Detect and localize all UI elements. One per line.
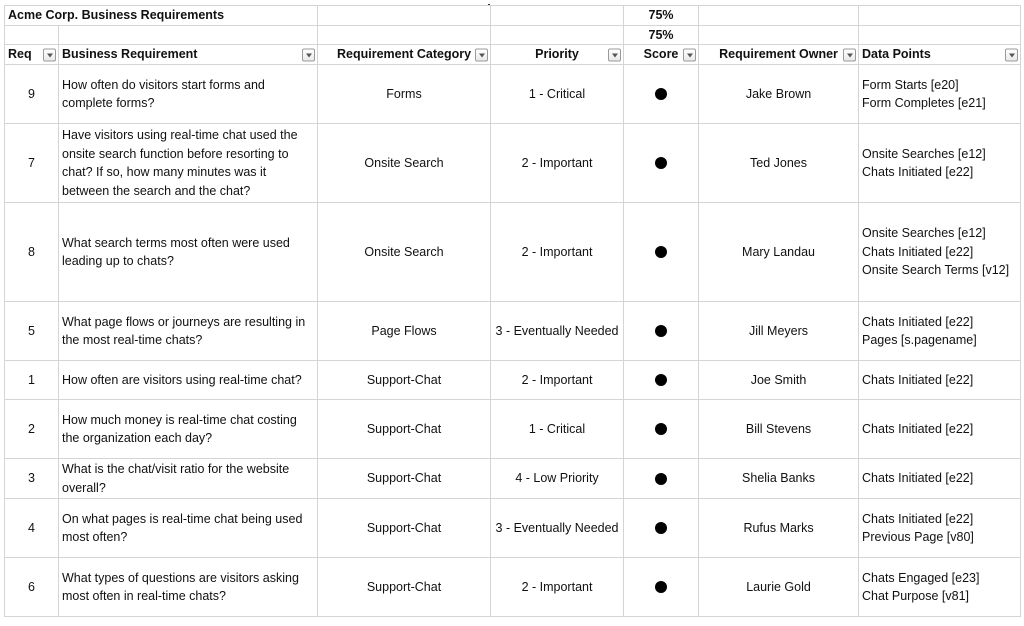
owner-cell[interactable]: Bill Stevens <box>699 400 859 459</box>
data-point: Chats Initiated [e22] <box>862 372 974 387</box>
data-points-cell[interactable] <box>859 400 1021 459</box>
filter-dropdown-icon[interactable] <box>475 48 488 61</box>
requirement-cell[interactable]: How often are visitors using real-time chat? <box>59 361 318 400</box>
req-cell[interactable]: 5 <box>5 302 59 361</box>
data-point: Chat Purpose [v81] <box>862 589 970 603</box>
data-point: Onsite Searches [e12] <box>862 226 986 241</box>
score-cell[interactable] <box>624 558 699 617</box>
empty-cell[interactable] <box>318 6 491 26</box>
owner-cell[interactable]: Ted Jones <box>699 124 859 203</box>
table-row <box>5 361 1021 400</box>
priority-cell[interactable]: 2 - Important <box>491 124 624 203</box>
category-cell[interactable]: Page Flows <box>318 302 491 361</box>
sheet-title[interactable]: Acme Corp. Business Requirements <box>5 6 318 26</box>
header-requirement-label: Business Requirement <box>62 47 198 62</box>
data-points-cell[interactable] <box>859 302 1021 361</box>
data-point: Chats Initiated [e22] <box>862 165 974 179</box>
filter-dropdown-icon[interactable] <box>302 48 315 61</box>
table-row <box>5 400 1021 459</box>
header-data-points[interactable] <box>859 45 1021 65</box>
owner-cell[interactable]: Jill Meyers <box>699 302 859 361</box>
table-row <box>5 499 1021 558</box>
score-cell[interactable] <box>624 124 699 203</box>
score-dot-icon <box>655 522 667 534</box>
empty-cell[interactable] <box>859 25 1021 45</box>
score-dot-icon <box>655 325 667 337</box>
filter-dropdown-icon[interactable] <box>43 48 56 61</box>
empty-cell[interactable] <box>491 6 624 26</box>
req-cell[interactable]: 7 <box>5 124 59 203</box>
empty-cell[interactable] <box>859 6 1021 26</box>
score-dot-icon <box>655 423 667 435</box>
score-dot-icon <box>655 374 667 386</box>
filter-dropdown-icon[interactable] <box>1005 48 1018 61</box>
data-points-cell[interactable] <box>859 558 1021 617</box>
requirement-cell[interactable]: How often do visitors start forms and complete forms? <box>59 65 318 124</box>
empty-cell[interactable] <box>318 25 491 45</box>
requirement-cell[interactable]: Have visitors using real-time chat used the onsite search function before resorting to chat? If so, how many minutes was it between the search and the chat? <box>59 124 318 203</box>
owner-cell[interactable]: Joe Smith <box>699 361 859 400</box>
owner-cell[interactable]: Mary Landau <box>699 203 859 302</box>
data-point: Chats Initiated [e22] <box>862 511 974 526</box>
header-priority[interactable] <box>491 45 624 65</box>
data-point: Chats Initiated [e22] <box>862 244 974 259</box>
requirements-table <box>4 5 1021 617</box>
header-score[interactable] <box>624 45 699 65</box>
priority-cell[interactable]: 2 - Important <box>491 361 624 400</box>
priority-cell[interactable]: 2 - Important <box>491 203 624 302</box>
req-cell[interactable]: 8 <box>5 203 59 302</box>
data-point: Onsite Searches [e12] <box>862 146 986 161</box>
score-cell[interactable] <box>624 302 699 361</box>
table-row <box>5 558 1021 617</box>
data-point: Chats Engaged [e23] <box>862 570 980 585</box>
requirement-cell[interactable]: What page flows or journeys are resulting in the most real-time chats? <box>59 302 318 361</box>
header-score-label: Score <box>643 47 679 62</box>
empty-cell[interactable] <box>491 25 624 45</box>
score-percent-1[interactable]: 75% <box>624 6 699 26</box>
table-row <box>5 302 1021 361</box>
header-category[interactable] <box>318 45 491 65</box>
req-cell[interactable]: 1 <box>5 361 59 400</box>
score-cell[interactable] <box>624 499 699 558</box>
req-cell[interactable]: 6 <box>5 558 59 617</box>
requirement-cell[interactable]: What is the chat/visit ratio for the website overall? <box>59 459 318 499</box>
category-cell[interactable]: Forms <box>318 65 491 124</box>
filter-dropdown-icon[interactable] <box>608 48 621 61</box>
priority-cell[interactable]: 4 - Low Priority <box>491 459 624 499</box>
data-point: Chats Initiated [e22] <box>862 471 974 486</box>
table-row <box>5 203 1021 302</box>
data-point: Form Completes [e21] <box>862 96 986 110</box>
category-cell[interactable]: Onsite Search <box>318 203 491 302</box>
category-cell[interactable]: Support-Chat <box>318 400 491 459</box>
header-priority-label: Priority <box>535 47 579 62</box>
filter-dropdown-icon[interactable] <box>683 48 696 61</box>
data-point: Form Starts [e20] <box>862 77 959 92</box>
category-cell[interactable]: Support-Chat <box>318 361 491 400</box>
req-cell[interactable]: 3 <box>5 459 59 499</box>
header-requirement[interactable] <box>59 45 318 65</box>
req-cell[interactable]: 9 <box>5 65 59 124</box>
score-cell[interactable] <box>624 65 699 124</box>
filter-dropdown-icon[interactable] <box>843 48 856 61</box>
header-req-label: Req <box>8 47 32 62</box>
data-points-cell[interactable] <box>859 124 1021 203</box>
priority-cell[interactable]: 3 - Eventually Needed <box>491 499 624 558</box>
req-cell[interactable]: 4 <box>5 499 59 558</box>
requirement-cell[interactable]: On what pages is real-time chat being used most often? <box>59 499 318 558</box>
empty-cell[interactable] <box>699 6 859 26</box>
header-data-points-label: Data Points <box>862 47 931 62</box>
data-points-cell[interactable] <box>859 459 1021 499</box>
data-point: Pages [s.pagename] <box>862 333 977 347</box>
priority-cell[interactable]: 2 - Important <box>491 558 624 617</box>
data-point: Chats Initiated [e22] <box>862 314 974 329</box>
priority-cell[interactable]: 1 - Critical <box>491 400 624 459</box>
score-dot-icon <box>655 473 667 485</box>
score-dot-icon <box>655 88 667 100</box>
header-owner[interactable] <box>699 45 859 65</box>
title-row <box>5 6 1021 26</box>
data-point: Onsite Search Terms [v12] <box>862 263 1010 278</box>
category-cell[interactable]: Support-Chat <box>318 459 491 499</box>
score-cell[interactable] <box>624 400 699 459</box>
priority-cell[interactable]: 3 - Eventually Needed <box>491 302 624 361</box>
category-cell[interactable]: Support-Chat <box>318 558 491 617</box>
owner-cell[interactable]: Rufus Marks <box>699 499 859 558</box>
owner-cell[interactable]: Laurie Gold <box>699 558 859 617</box>
req-cell[interactable]: 2 <box>5 400 59 459</box>
data-point: Chats Initiated [e22] <box>862 421 974 436</box>
requirement-cell[interactable]: How much money is real-time chat costing the organization each day? <box>59 400 318 459</box>
owner-cell[interactable]: Jake Brown <box>699 65 859 124</box>
category-cell[interactable]: Support-Chat <box>318 499 491 558</box>
data-points-cell[interactable] <box>859 203 1021 302</box>
header-category-label: Requirement Category <box>336 47 472 62</box>
data-points-cell[interactable] <box>859 499 1021 558</box>
empty-cell[interactable] <box>699 25 859 45</box>
score-cell[interactable] <box>624 459 699 499</box>
header-row <box>5 45 1021 65</box>
score-cell[interactable] <box>624 203 699 302</box>
data-point: Previous Page [v80] <box>862 530 974 544</box>
header-req[interactable] <box>5 45 59 65</box>
empty-cell[interactable] <box>5 25 59 45</box>
owner-cell[interactable]: Shelia Banks <box>699 459 859 499</box>
percent-row <box>5 25 1021 45</box>
score-cell[interactable] <box>624 361 699 400</box>
table-row <box>5 124 1021 203</box>
score-dot-icon <box>655 581 667 593</box>
priority-cell[interactable]: 1 - Critical <box>491 65 624 124</box>
data-points-cell[interactable] <box>859 65 1021 124</box>
score-percent-2[interactable]: 75% <box>624 25 699 45</box>
score-dot-icon <box>655 157 667 169</box>
empty-cell[interactable] <box>59 25 318 45</box>
requirement-cell[interactable]: What search terms most often were used leading up to chats? <box>59 203 318 302</box>
score-dot-icon <box>655 246 667 258</box>
table-row <box>5 65 1021 124</box>
requirement-cell[interactable]: What types of questions are visitors asking most often in real-time chats? <box>59 558 318 617</box>
data-points-cell[interactable] <box>859 361 1021 400</box>
category-cell[interactable]: Onsite Search <box>318 124 491 203</box>
table-row <box>5 459 1021 499</box>
header-owner-label: Requirement Owner <box>719 47 838 62</box>
